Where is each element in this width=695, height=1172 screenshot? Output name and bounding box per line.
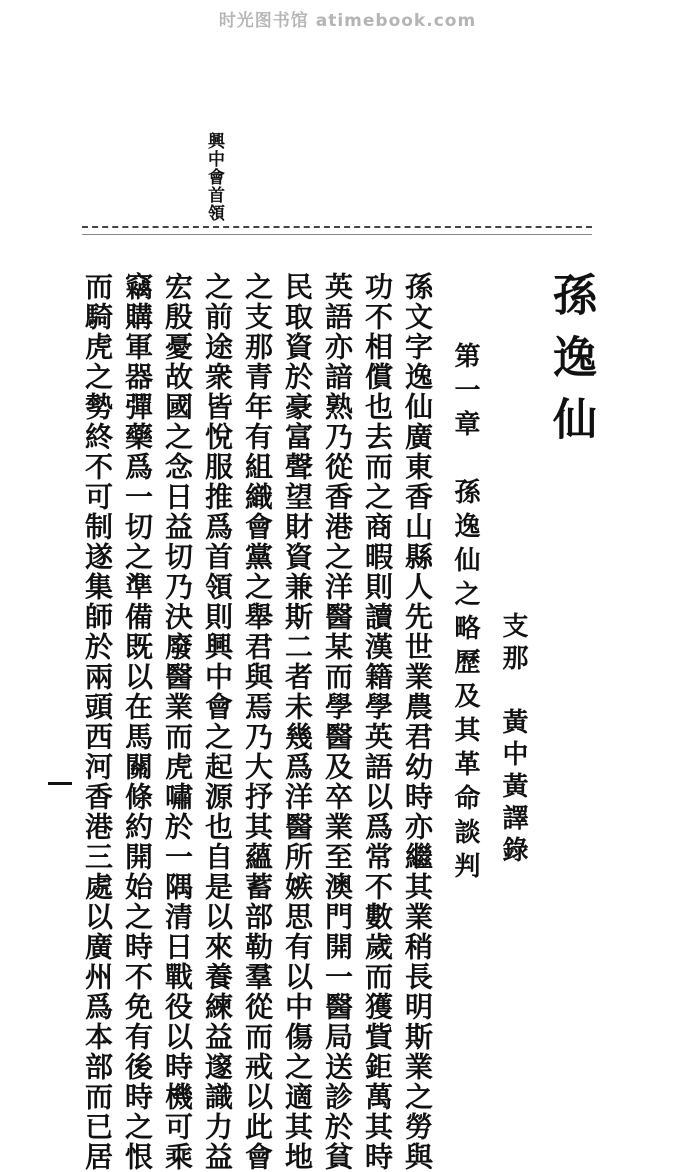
body-column: 功不相償也去而之商暇則讀漢籍學英語以爲常不數歲而獲貲鉅萬其時 bbox=[361, 272, 394, 1172]
header-divider bbox=[82, 226, 592, 235]
body-column: 而騎虎之勢終不可制遂集師於兩頭西河香港三處以廣州爲本部而已居 bbox=[81, 272, 114, 1172]
author-line: 支那 黃中黃譯錄 bbox=[498, 612, 528, 868]
page-title: 孫逸仙 bbox=[545, 272, 596, 458]
body-column: 竊購軍器彈藥爲一切之準備既以在馬關條約開始之時不免有後時之恨 bbox=[121, 272, 154, 1172]
watermark: 时光图书馆 atimebook.com bbox=[218, 11, 477, 31]
body-column: 宏殷憂故國之念日益切乃決廢醫業而虎嘯於一隅清日戰役以時機可乘 bbox=[161, 272, 194, 1172]
chapter-heading: 第一章 孫逸仙之略歷及其革命談判 bbox=[450, 342, 480, 886]
body-column: 孫文字逸仙廣東香山縣人先世業農君幼時亦繼其業稍長明斯業之勞與 bbox=[401, 272, 434, 1172]
body-column: 民取資於豪富聲望財資兼斯二者未幾爲洋醫所嫉思有以中傷之適其地 bbox=[281, 272, 314, 1172]
body-column: 之前途衆皆悅服推爲首領則興中會之起源也自是以來養練益邃識力益 bbox=[201, 272, 234, 1172]
body-column: 之支那青年有組織會黨之舉君與焉乃大抒其蘊蓄部勒羣從而戒以此會 bbox=[241, 272, 274, 1172]
body-column: 英語亦諳熟乃從香港之洋醫某而學醫及卒業至澳門開一醫局送診於貧 bbox=[321, 272, 354, 1172]
running-header: 興中會首領 bbox=[204, 132, 224, 222]
page-number bbox=[48, 782, 72, 785]
